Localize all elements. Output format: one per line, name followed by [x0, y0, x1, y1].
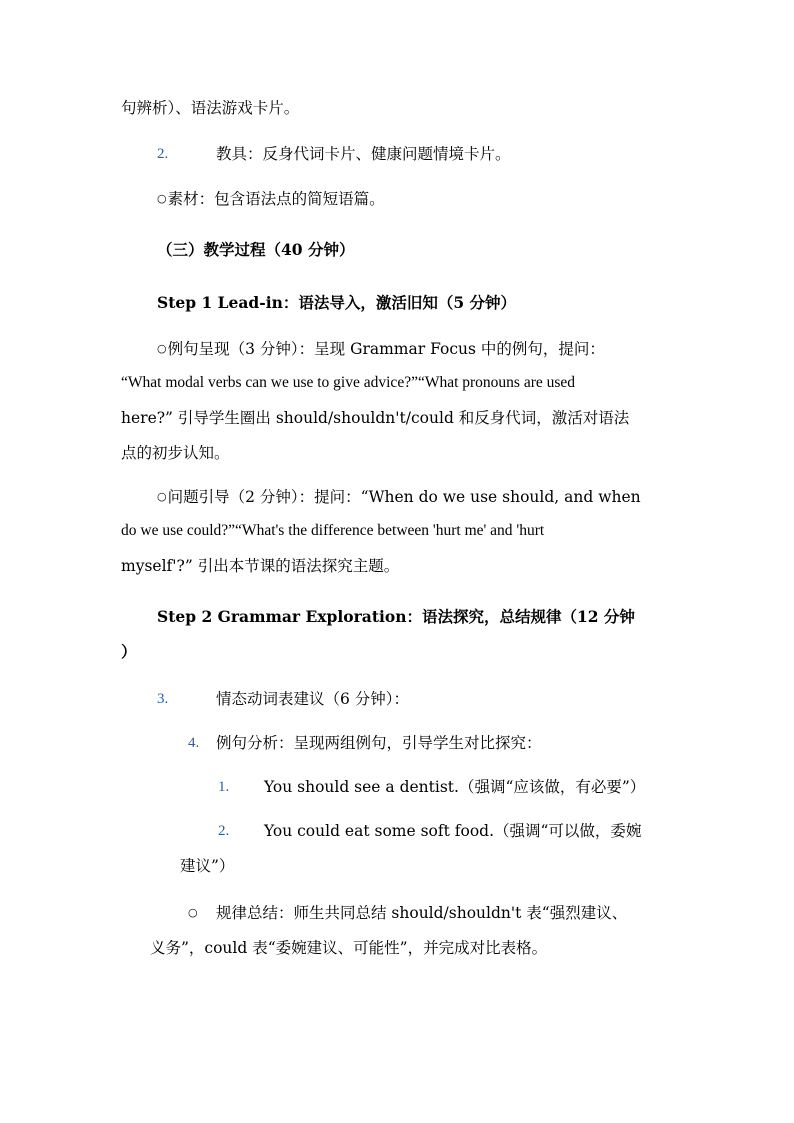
bullet-text: 规律总结：师生共同总结 should/shouldn't 表“强烈建议、	[216, 904, 628, 922]
text-line: ）	[121, 642, 137, 661]
step-heading: Step 1 Lead-in：语法导入，激活旧知（5 分钟）	[157, 293, 517, 312]
section-heading: （三）教学过程（40 分钟）	[157, 240, 355, 259]
bullet-item	[157, 339, 605, 361]
text-line: 义务”，could 表“委婉建议、可能性”，并完成对比表格。	[150, 939, 548, 957]
text-line: 建议”）	[180, 857, 235, 875]
list-number: 1.	[218, 779, 230, 795]
list-item-text: 教具：反身代词卡片、健康问题情境卡片。	[216, 145, 511, 163]
circle-bullet-icon: ○	[157, 192, 167, 205]
circle-bullet-icon: ○	[157, 490, 167, 503]
list-number: 2.	[218, 823, 230, 839]
list-item-text: You could eat some soft food.（强调“可以做，委婉	[264, 822, 642, 840]
list-number: 3.	[157, 691, 169, 707]
text-line: here?” 引导学生圈出 should/shouldn't/could 和反身代词，激活对语法	[121, 409, 630, 427]
circle-bullet-icon: ○	[188, 906, 198, 919]
list-item-text: 例句分析：呈现两组例句，引导学生对比探究：	[216, 734, 542, 752]
text-line: do we use could?”“What's the difference between 'hurt me' and 'hurt	[121, 522, 545, 539]
text-line: “What modal verbs can we use to give advice?”“What pronouns are used	[121, 374, 576, 391]
circle-bullet-icon: ○	[157, 342, 167, 355]
bullet-text: 例句呈现（3 分钟）：呈现 Grammar Focus 中的例句，提问：	[167, 340, 605, 358]
list-number: 4.	[188, 735, 200, 751]
text-line: 点的初步认知。	[121, 444, 230, 462]
step-heading: Step 2 Grammar Exploration：语法探究，总结规律（12 分钟	[157, 607, 635, 626]
bullet-text: 问题引导（2 分钟）：提问：“When do we use should, and when	[167, 488, 641, 506]
bullet-item	[157, 189, 385, 211]
list-number: 2.	[157, 146, 169, 162]
bullet-item	[157, 487, 641, 509]
list-item-text: You should see a dentist.（强调“应该做，有必要”）	[264, 778, 646, 796]
text-line: 句辨析）、语法游戏卡片。	[121, 99, 300, 117]
list-item-text: 情态动词表建议（6 分钟）：	[216, 690, 410, 708]
bullet-text: 素材：包含语法点的简短语篇。	[167, 190, 385, 208]
text-line: myself'?” 引出本节课的语法探究主题。	[121, 557, 400, 575]
